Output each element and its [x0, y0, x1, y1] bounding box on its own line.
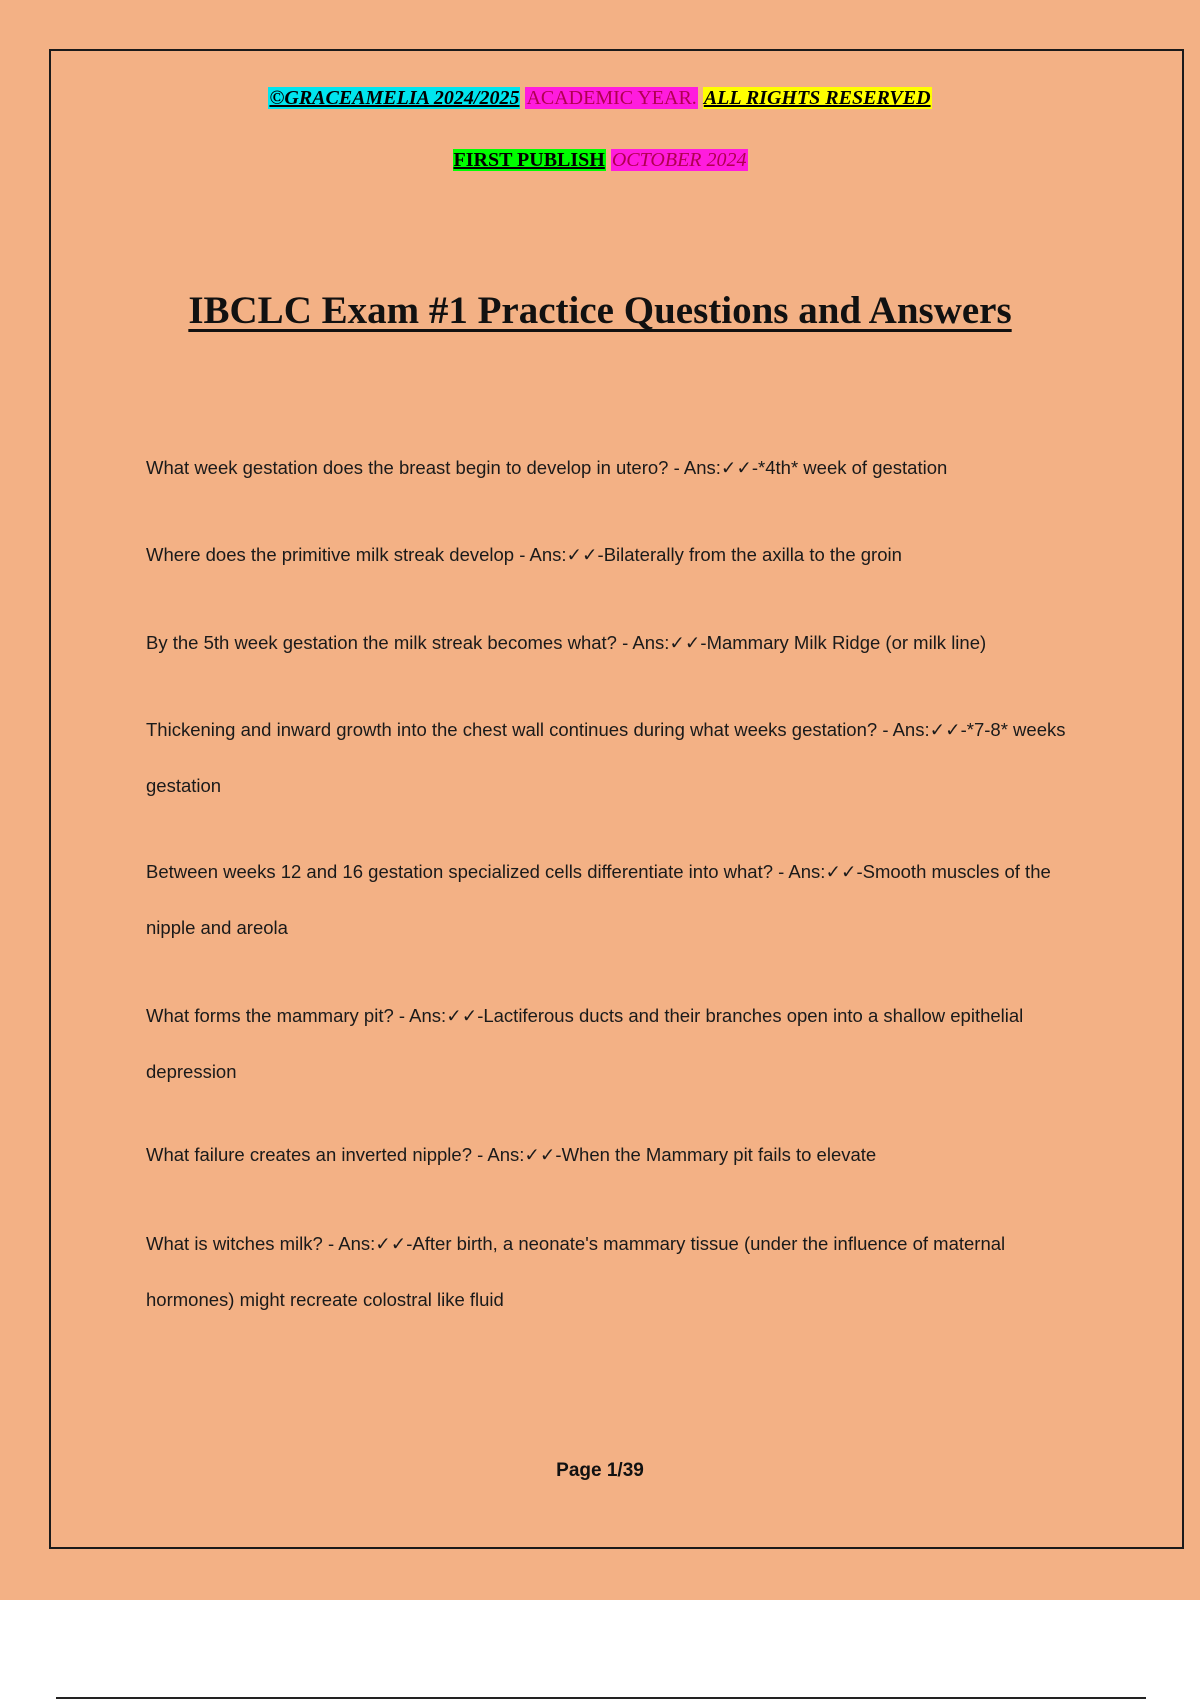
first-publish-text: FIRST PUBLISH	[453, 149, 605, 171]
publish-date-text: OCTOBER 2024	[611, 149, 747, 171]
qa-item: What week gestation does the breast begin to develop in utero? - Ans:✓✓-*4th* week of gestation	[146, 457, 948, 478]
qa-item: By the 5th week gestation the milk streak becomes what? - Ans:✓✓-Mammary Milk Ridge (or milk line)	[146, 632, 987, 653]
copyright-text: ©GRACEAMELIA 2024/2025	[269, 87, 520, 109]
page-number: Page 1/39	[556, 1460, 644, 1481]
qa-item: Thickening and inward growth into the chest wall continues during what weeks gestation? - Ans:✓✓-*7-8* weeks gestation	[146, 719, 1066, 796]
next-page-divider	[56, 1697, 1146, 1699]
qa-item: What forms the mammary pit? - Ans:✓✓-Lactiferous ducts and their branches open into a shallow epithelial depression	[146, 1005, 1024, 1082]
copyright-line	[0, 86, 1200, 110]
publish-line	[0, 148, 1200, 172]
rights-text: ALL RIGHTS RESERVED	[703, 87, 931, 109]
document-title: IBCLC Exam #1 Practice Questions and Answers	[188, 289, 1012, 332]
qa-item: Where does the primitive milk streak develop - Ans:✓✓-Bilaterally from the axilla to the groin	[146, 544, 902, 565]
academic-year-text: ACADEMIC YEAR.	[526, 87, 697, 109]
qa-item: What is witches milk? - Ans:✓✓-After birth, a neonate's mammary tissue (under the influence of maternal hormones) might recreate colostral like fluid	[146, 1233, 1006, 1310]
qa-item: Between weeks 12 and 16 gestation specialized cells differentiate into what? - Ans:✓✓-Smooth muscles of the nipple and areola	[146, 861, 1051, 938]
qa-item: What failure creates an inverted nipple? - Ans:✓✓-When the Mammary pit fails to elevate	[146, 1144, 877, 1165]
